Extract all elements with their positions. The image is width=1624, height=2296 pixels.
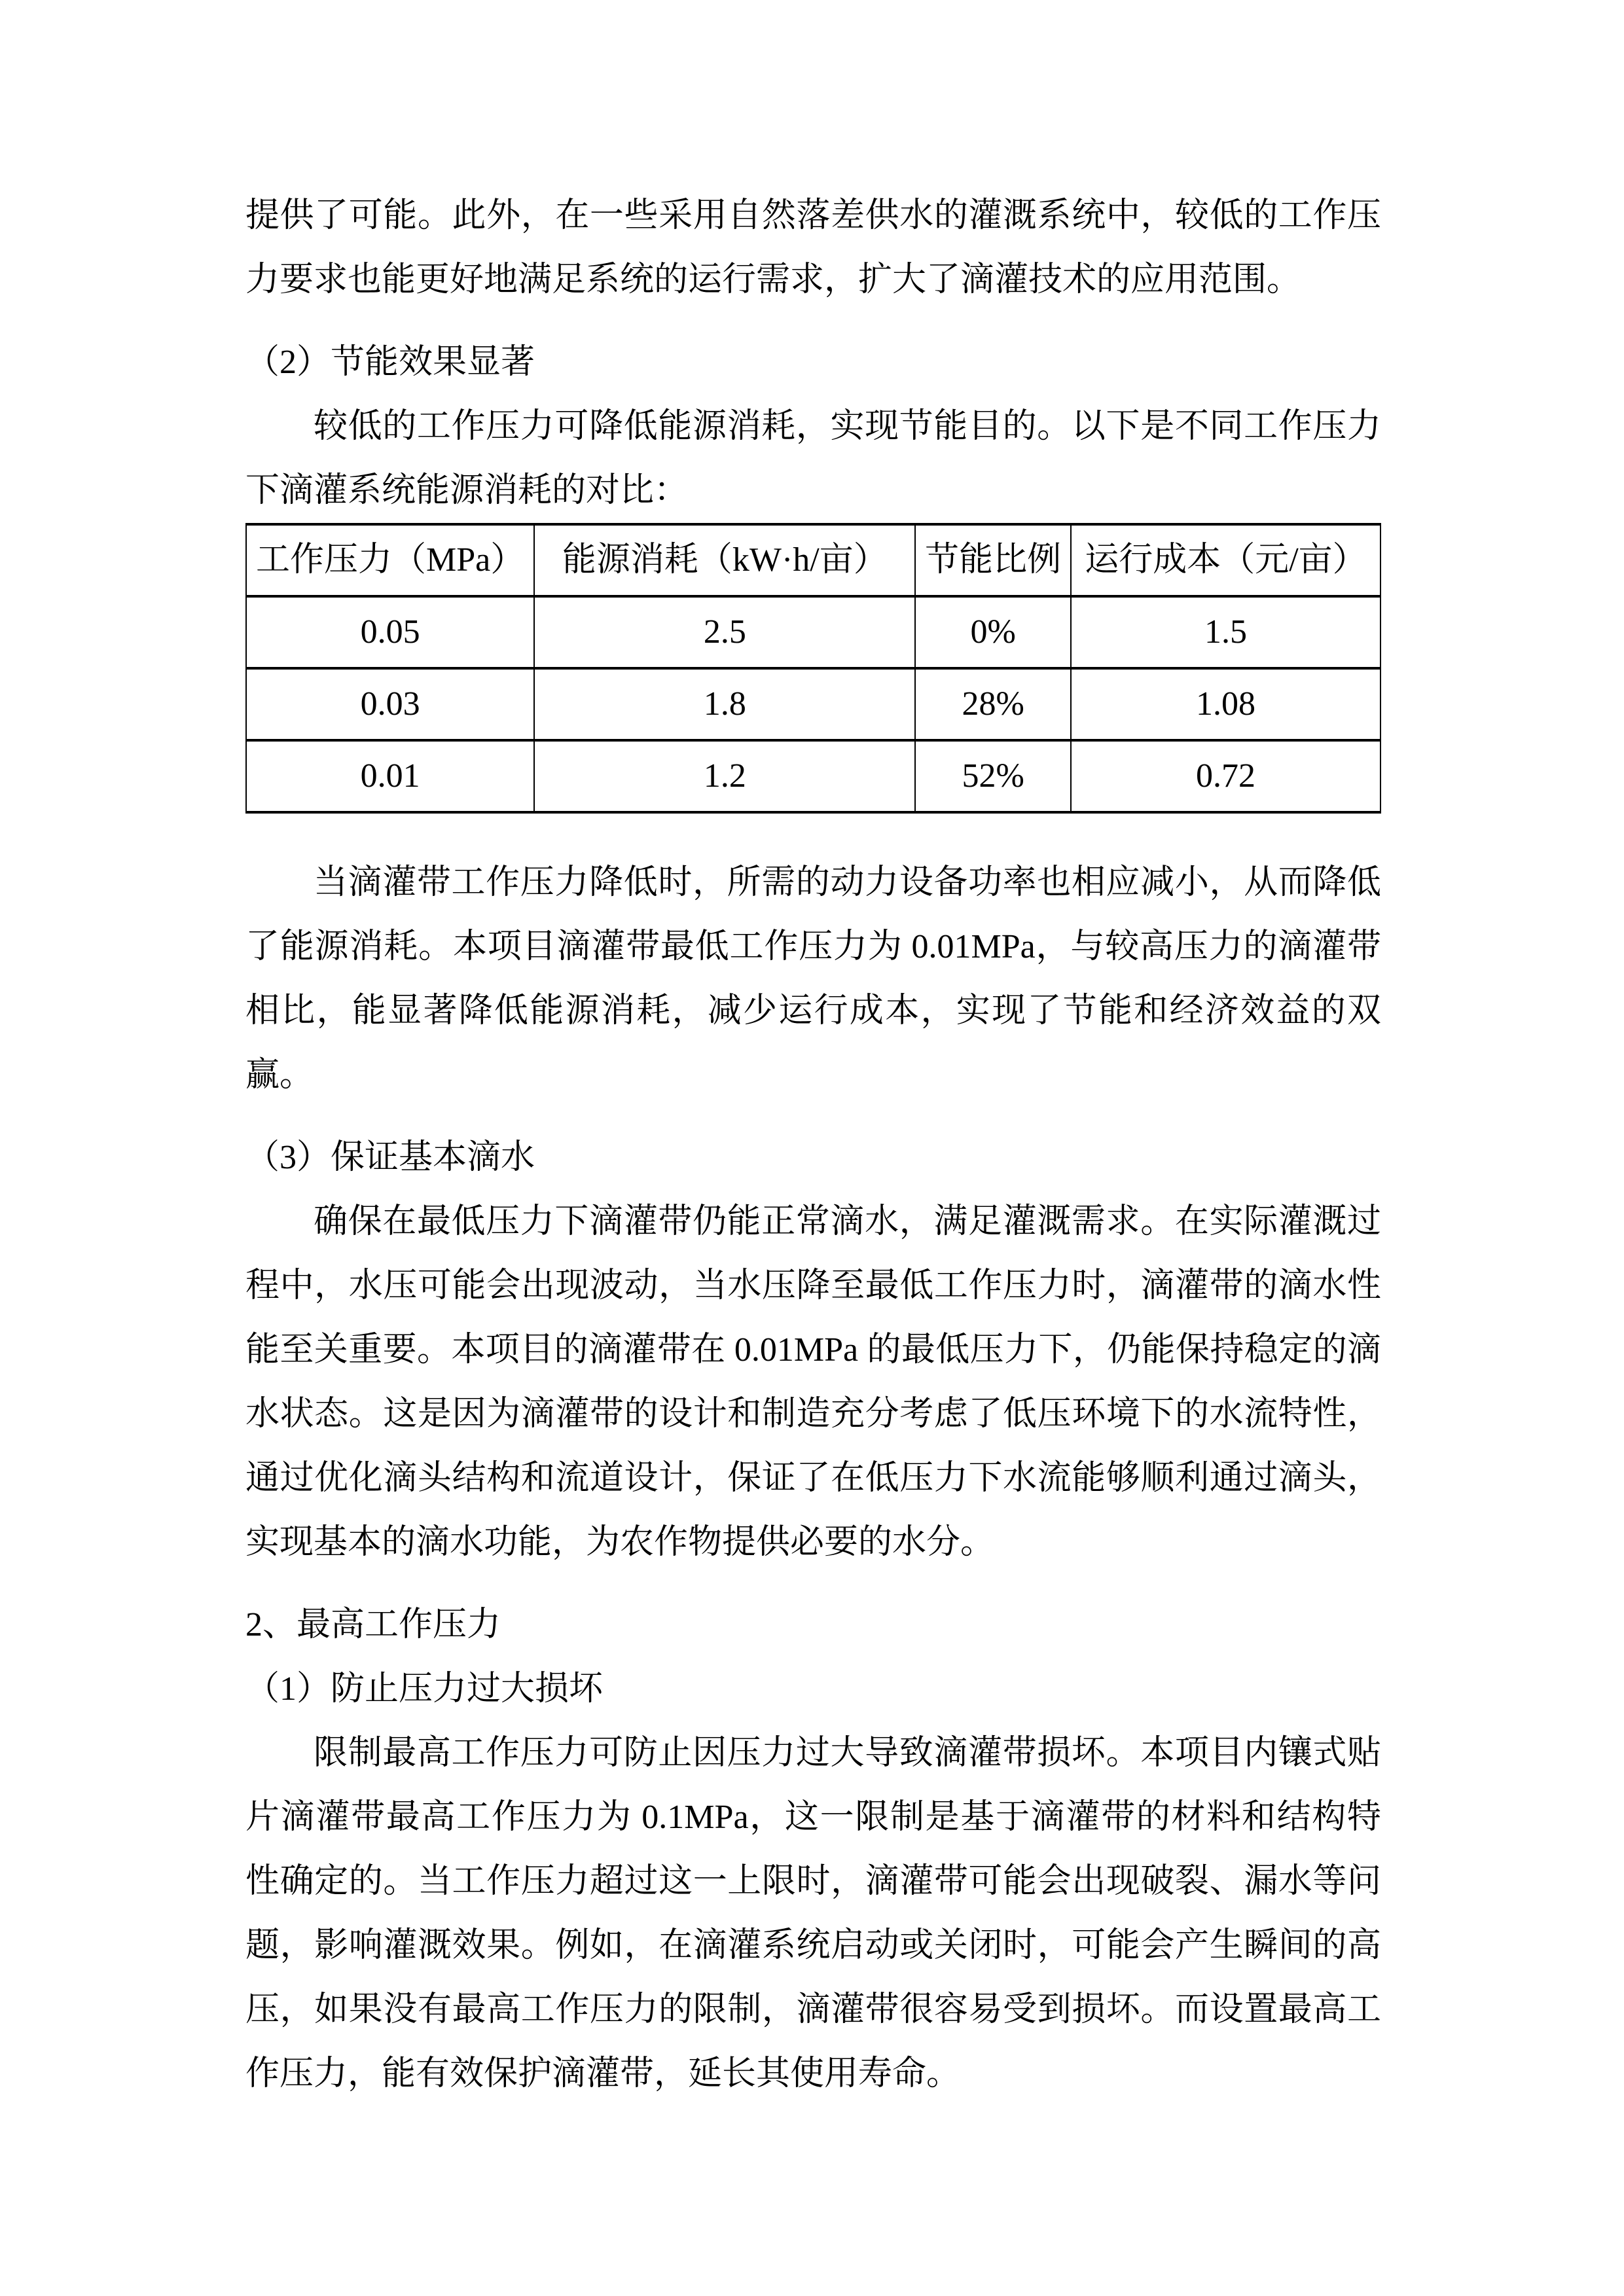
table-row [246,740,1380,812]
heading-energy-saving: （2）节能效果显著 [245,344,535,381]
table-row [246,596,1380,668]
table-cell: 1.5 [1071,596,1380,668]
document-body [245,184,1381,2106]
table-cell: 0.03 [246,668,534,740]
paragraph-basic-dripping: 确保在最低压力下滴灌带仍能正常滴水，满足灌溉需求。在实际灌溉过程中，水压可能会出现波动，当水压降至最低工作压力时，滴灌带的滴水性能至关重要。本项目的滴灌带在 0.01MPa 的最低压力下，仍能保持稳定的滴水状态。这是因为滴灌带的设计和制造充分考虑了低压环境下的水流特性，通过优化滴头结构和流道设计，保证了在低压力下水流能够顺利通过滴头，实现基本的滴水功能，为农作物提供必要的水分。 [245,1203,1381,1561]
heading-max-working-pressure: 2、最高工作压力 [245,1606,501,1643]
energy-consumption-table [245,523,1381,814]
table-cell: 1.8 [534,668,915,740]
paragraph-energy-analysis: 当滴灌带工作压力降低时，所需的动力设备功率也相应减小，从而降低了能源消耗。本项目滴灌带最低工作压力为 0.01MPa，与较高压力的滴灌带相比，能显著降低能源消耗，减少运行成本，实现了节能和经济效益的双赢。 [245,864,1381,1094]
paragraph-energy-lead: 较低的工作压力可降低能源消耗，实现节能目的。以下是不同工作压力下滴灌系统能源消耗的对比： [245,408,1381,509]
table-header-cell-energy: 能源消耗（kW·h/亩） [534,524,915,596]
table-header-cell-saving-ratio: 节能比例 [915,524,1070,596]
heading-basic-dripping: （3）保证基本滴水 [245,1139,535,1176]
table-cell: 1.2 [534,740,915,812]
table-header-row [246,524,1380,596]
table-cell: 0% [915,596,1070,668]
table-header-cell-cost: 运行成本（元/亩） [1071,524,1380,596]
table-cell: 52% [915,740,1070,812]
table-cell: 0.01 [246,740,534,812]
heading-prevent-damage: （1）防止压力过大损坏 [245,1670,604,1708]
table-header-cell-pressure: 工作压力（MPa） [246,524,534,596]
table-cell: 0.72 [1071,740,1380,812]
table-cell: 0.05 [246,596,534,668]
table-cell: 2.5 [534,596,915,668]
paragraph-intro-continuation: 提供了可能。此外，在一些采用自然落差供水的灌溉系统中，较低的工作压力要求也能更好地满足系统的运行需求，扩大了滴灌技术的应用范围。 [245,197,1381,298]
paragraph-max-pressure: 限制最高工作压力可防止因压力过大导致滴灌带损坏。本项目内镶式贴片滴灌带最高工作压力为 0.1MPa，这一限制是基于滴灌带的材料和结构特性确定的。当工作压力超过这一上限时，滴灌带可能会出现破裂、漏水等问题，影响灌溉效果。例如，在滴灌系统启动或关闭时，可能会产生瞬间的高压，如果没有最高工作压力的限制，滴灌带很容易受到损坏。而设置最高工作压力，能有效保护滴灌带，延长其使用寿命。 [245,1734,1381,2092]
table-cell: 28% [915,668,1070,740]
table-row [246,668,1380,740]
table-cell: 1.08 [1071,668,1380,740]
